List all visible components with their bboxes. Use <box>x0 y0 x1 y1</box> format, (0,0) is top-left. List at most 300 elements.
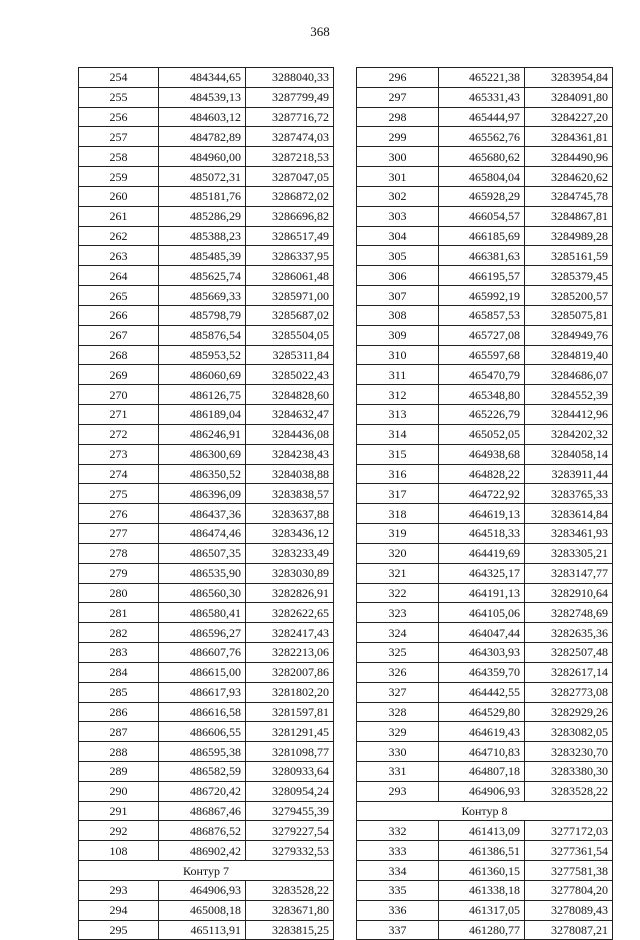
table-row <box>357 464 613 484</box>
table-row <box>79 385 334 405</box>
x-coordinate-cell: 461317,05 <box>439 900 525 920</box>
x-coordinate-cell: 486535,90 <box>159 563 246 583</box>
x-coordinate-cell: 464906,93 <box>159 880 246 900</box>
y-coordinate-cell: 3284686,07 <box>525 365 613 385</box>
point-number-cell: 314 <box>357 424 439 444</box>
point-number-cell: 265 <box>79 286 159 306</box>
y-coordinate-cell: 3284620,62 <box>525 167 613 187</box>
point-number-cell: 108 <box>79 841 159 861</box>
y-coordinate-cell: 3277361,54 <box>525 841 613 861</box>
point-number-cell: 279 <box>79 563 159 583</box>
table-row <box>79 662 334 682</box>
point-number-cell: 309 <box>357 325 439 345</box>
x-coordinate-cell: 461386,51 <box>439 841 525 861</box>
table-row <box>79 643 334 663</box>
point-number-cell: 293 <box>79 880 159 900</box>
point-number-cell: 264 <box>79 266 159 286</box>
y-coordinate-cell: 3283230,70 <box>525 742 613 762</box>
table-row <box>357 385 613 405</box>
table-row <box>357 543 613 563</box>
point-number-cell: 333 <box>357 841 439 861</box>
y-coordinate-cell: 3282007,86 <box>246 662 334 682</box>
x-coordinate-cell: 485485,39 <box>159 246 246 266</box>
x-coordinate-cell: 466185,69 <box>439 226 525 246</box>
x-coordinate-cell: 486902,42 <box>159 841 246 861</box>
point-number-cell: 267 <box>79 325 159 345</box>
x-coordinate-cell: 484782,89 <box>159 127 246 147</box>
table-row <box>357 583 613 603</box>
y-coordinate-cell: 3284632,47 <box>246 405 334 425</box>
x-coordinate-cell: 465470,79 <box>439 365 525 385</box>
table-row <box>357 107 613 127</box>
point-number-cell: 323 <box>357 603 439 623</box>
table-row <box>79 722 334 742</box>
x-coordinate-cell: 485181,76 <box>159 186 246 206</box>
point-number-cell: 266 <box>79 305 159 325</box>
x-coordinate-cell: 465348,80 <box>439 385 525 405</box>
table-row <box>357 246 613 266</box>
y-coordinate-cell: 3279227,54 <box>246 821 334 841</box>
table-row <box>79 841 334 861</box>
x-coordinate-cell: 484603,12 <box>159 107 246 127</box>
table-row <box>79 821 334 841</box>
y-coordinate-cell: 3283380,30 <box>525 761 613 781</box>
y-coordinate-cell: 3287799,49 <box>246 87 334 107</box>
table-row <box>357 761 613 781</box>
table-row <box>357 821 613 841</box>
x-coordinate-cell: 486720,42 <box>159 781 246 801</box>
y-coordinate-cell: 3277172,03 <box>525 821 613 841</box>
point-number-cell: 317 <box>357 484 439 504</box>
y-coordinate-cell: 3278089,43 <box>525 900 613 920</box>
y-coordinate-cell: 3284552,39 <box>525 385 613 405</box>
table-row <box>357 841 613 861</box>
y-coordinate-cell: 3283765,33 <box>525 484 613 504</box>
point-number-cell: 306 <box>357 266 439 286</box>
point-number-cell: 336 <box>357 900 439 920</box>
y-coordinate-cell: 3279332,53 <box>246 841 334 861</box>
x-coordinate-cell: 466054,57 <box>439 206 525 226</box>
y-coordinate-cell: 3284202,32 <box>525 424 613 444</box>
table-row <box>357 722 613 742</box>
point-number-cell: 270 <box>79 385 159 405</box>
x-coordinate-cell: 486616,58 <box>159 702 246 722</box>
table-row <box>357 702 613 722</box>
point-number-cell: 256 <box>79 107 159 127</box>
point-number-cell: 299 <box>357 127 439 147</box>
x-coordinate-cell: 461413,09 <box>439 821 525 841</box>
y-coordinate-cell: 3281098,77 <box>246 742 334 762</box>
page-number: 368 <box>310 24 330 39</box>
point-number-cell: 262 <box>79 226 159 246</box>
table-row <box>79 464 334 484</box>
table-row <box>357 87 613 107</box>
y-coordinate-cell: 3286337,95 <box>246 246 334 266</box>
table-row <box>79 345 334 365</box>
point-number-cell: 271 <box>79 405 159 425</box>
y-coordinate-cell: 3284436,08 <box>246 424 334 444</box>
y-coordinate-cell: 3284038,88 <box>246 464 334 484</box>
y-coordinate-cell: 3283147,77 <box>525 563 613 583</box>
point-number-cell: 337 <box>357 920 439 940</box>
point-number-cell: 286 <box>79 702 159 722</box>
x-coordinate-cell: 464191,13 <box>439 583 525 603</box>
y-coordinate-cell: 3284227,20 <box>525 107 613 127</box>
x-coordinate-cell: 464529,80 <box>439 702 525 722</box>
y-coordinate-cell: 3284238,43 <box>246 444 334 464</box>
x-coordinate-cell: 464710,83 <box>439 742 525 762</box>
y-coordinate-cell: 3285311,84 <box>246 345 334 365</box>
y-coordinate-cell: 3282507,48 <box>525 643 613 663</box>
y-coordinate-cell: 3284091,80 <box>525 87 613 107</box>
y-coordinate-cell: 3285200,57 <box>525 286 613 306</box>
table-row <box>357 643 613 663</box>
x-coordinate-cell: 485798,79 <box>159 305 246 325</box>
y-coordinate-cell: 3285971,00 <box>246 286 334 306</box>
y-coordinate-cell: 3287474,03 <box>246 127 334 147</box>
point-number-cell: 276 <box>79 504 159 524</box>
y-coordinate-cell: 3287218,53 <box>246 147 334 167</box>
x-coordinate-cell: 486437,36 <box>159 504 246 524</box>
y-coordinate-cell: 3284412,96 <box>525 405 613 425</box>
table-row <box>357 286 613 306</box>
x-coordinate-cell: 466195,57 <box>439 266 525 286</box>
y-coordinate-cell: 3284949,76 <box>525 325 613 345</box>
x-coordinate-cell: 486580,41 <box>159 603 246 623</box>
x-coordinate-cell: 486582,59 <box>159 761 246 781</box>
x-coordinate-cell: 485388,23 <box>159 226 246 246</box>
point-number-cell: 291 <box>79 801 159 821</box>
table-row <box>79 444 334 464</box>
x-coordinate-cell: 486595,38 <box>159 742 246 762</box>
y-coordinate-cell: 3285379,45 <box>525 266 613 286</box>
table-row <box>79 266 334 286</box>
y-coordinate-cell: 3283082,05 <box>525 722 613 742</box>
x-coordinate-cell: 465444,97 <box>439 107 525 127</box>
x-coordinate-cell: 464619,13 <box>439 504 525 524</box>
x-coordinate-cell: 464303,93 <box>439 643 525 663</box>
y-coordinate-cell: 3283671,80 <box>246 900 334 920</box>
table-row <box>357 167 613 187</box>
x-coordinate-cell: 486474,46 <box>159 524 246 544</box>
x-coordinate-cell: 486396,09 <box>159 484 246 504</box>
table-row <box>79 405 334 425</box>
x-coordinate-cell: 464359,70 <box>439 662 525 682</box>
y-coordinate-cell: 3283528,22 <box>525 781 613 801</box>
y-coordinate-cell: 3288040,33 <box>246 68 334 88</box>
table-row <box>357 365 613 385</box>
point-number-cell: 302 <box>357 186 439 206</box>
point-number-cell: 259 <box>79 167 159 187</box>
x-coordinate-cell: 486350,52 <box>159 464 246 484</box>
y-coordinate-cell: 3282773,08 <box>525 682 613 702</box>
point-number-cell: 268 <box>79 345 159 365</box>
x-coordinate-cell: 465804,04 <box>439 167 525 187</box>
y-coordinate-cell: 3285075,81 <box>525 305 613 325</box>
table-row <box>357 524 613 544</box>
point-number-cell: 280 <box>79 583 159 603</box>
x-coordinate-cell: 464722,92 <box>439 484 525 504</box>
point-number-cell: 260 <box>79 186 159 206</box>
x-coordinate-cell: 464442,55 <box>439 682 525 702</box>
y-coordinate-cell: 3283030,89 <box>246 563 334 583</box>
x-coordinate-cell: 465928,29 <box>439 186 525 206</box>
table-row <box>357 266 613 286</box>
point-number-cell: 297 <box>357 87 439 107</box>
x-coordinate-cell: 461280,77 <box>439 920 525 940</box>
x-coordinate-cell: 486607,76 <box>159 643 246 663</box>
point-number-cell: 321 <box>357 563 439 583</box>
y-coordinate-cell: 3277581,38 <box>525 861 613 881</box>
x-coordinate-cell: 486507,35 <box>159 543 246 563</box>
x-coordinate-cell: 465727,08 <box>439 325 525 345</box>
y-coordinate-cell: 3282826,91 <box>246 583 334 603</box>
section-header-row <box>357 801 613 821</box>
y-coordinate-cell: 3282213,06 <box>246 643 334 663</box>
table-row <box>357 186 613 206</box>
table-row <box>79 127 334 147</box>
y-coordinate-cell: 3280933,64 <box>246 761 334 781</box>
point-number-cell: 282 <box>79 623 159 643</box>
table-row <box>357 305 613 325</box>
x-coordinate-cell: 465562,76 <box>439 127 525 147</box>
y-coordinate-cell: 3284828,60 <box>246 385 334 405</box>
x-coordinate-cell: 486867,46 <box>159 801 246 821</box>
table-row <box>357 781 613 801</box>
point-number-cell: 305 <box>357 246 439 266</box>
x-coordinate-cell: 461338,18 <box>439 880 525 900</box>
table-row <box>79 781 334 801</box>
y-coordinate-cell: 3287716,72 <box>246 107 334 127</box>
x-coordinate-cell: 464807,18 <box>439 761 525 781</box>
x-coordinate-cell: 485072,31 <box>159 167 246 187</box>
table-row <box>79 583 334 603</box>
x-coordinate-cell: 465008,18 <box>159 900 246 920</box>
table-row <box>79 543 334 563</box>
x-coordinate-cell: 461360,15 <box>439 861 525 881</box>
point-number-cell: 294 <box>79 900 159 920</box>
y-coordinate-cell: 3286061,48 <box>246 266 334 286</box>
x-coordinate-cell: 464419,69 <box>439 543 525 563</box>
point-number-cell: 287 <box>79 722 159 742</box>
x-coordinate-cell: 486126,75 <box>159 385 246 405</box>
x-coordinate-cell: 484344,65 <box>159 68 246 88</box>
point-number-cell: 310 <box>357 345 439 365</box>
point-number-cell: 285 <box>79 682 159 702</box>
table-row <box>357 603 613 623</box>
x-coordinate-cell: 486606,55 <box>159 722 246 742</box>
point-number-cell: 269 <box>79 365 159 385</box>
x-coordinate-cell: 464105,06 <box>439 603 525 623</box>
table-row <box>357 147 613 167</box>
table-row <box>357 662 613 682</box>
point-number-cell: 331 <box>357 761 439 781</box>
x-coordinate-cell: 464828,22 <box>439 464 525 484</box>
table-row <box>79 325 334 345</box>
table-row <box>79 761 334 781</box>
x-coordinate-cell: 465113,91 <box>159 920 246 940</box>
section-header-row <box>79 861 334 881</box>
table-row <box>357 206 613 226</box>
table-row <box>79 623 334 643</box>
point-number-cell: 332 <box>357 821 439 841</box>
y-coordinate-cell: 3282622,65 <box>246 603 334 623</box>
point-number-cell: 298 <box>357 107 439 127</box>
table-row <box>357 345 613 365</box>
point-number-cell: 290 <box>79 781 159 801</box>
y-coordinate-cell: 3282910,64 <box>525 583 613 603</box>
table-row <box>79 563 334 583</box>
table-row <box>357 68 613 88</box>
point-number-cell: 278 <box>79 543 159 563</box>
point-number-cell: 292 <box>79 821 159 841</box>
y-coordinate-cell: 3284745,78 <box>525 186 613 206</box>
point-number-cell: 296 <box>357 68 439 88</box>
table-row <box>357 405 613 425</box>
point-number-cell: 300 <box>357 147 439 167</box>
point-number-cell: 283 <box>79 643 159 663</box>
point-number-cell: 316 <box>357 464 439 484</box>
point-number-cell: 330 <box>357 742 439 762</box>
y-coordinate-cell: 3285022,43 <box>246 365 334 385</box>
x-coordinate-cell: 486060,69 <box>159 365 246 385</box>
point-number-cell: 293 <box>357 781 439 801</box>
table-row <box>79 68 334 88</box>
x-coordinate-cell: 484539,13 <box>159 87 246 107</box>
y-coordinate-cell: 3283637,88 <box>246 504 334 524</box>
y-coordinate-cell: 3286696,82 <box>246 206 334 226</box>
y-coordinate-cell: 3286872,02 <box>246 186 334 206</box>
y-coordinate-cell: 3279455,39 <box>246 801 334 821</box>
point-number-cell: 315 <box>357 444 439 464</box>
table-row <box>79 87 334 107</box>
table-row <box>357 623 613 643</box>
table-row <box>357 484 613 504</box>
table-row <box>357 742 613 762</box>
point-number-cell: 307 <box>357 286 439 306</box>
y-coordinate-cell: 3281597,81 <box>246 702 334 722</box>
table-row <box>79 742 334 762</box>
y-coordinate-cell: 3283305,21 <box>525 543 613 563</box>
y-coordinate-cell: 3282617,14 <box>525 662 613 682</box>
x-coordinate-cell: 465331,43 <box>439 87 525 107</box>
x-coordinate-cell: 465857,53 <box>439 305 525 325</box>
y-coordinate-cell: 3284490,96 <box>525 147 613 167</box>
table-row <box>79 424 334 444</box>
table-row <box>79 801 334 821</box>
coordinates-table-left <box>78 67 334 940</box>
table-row <box>79 365 334 385</box>
point-number-cell: 284 <box>79 662 159 682</box>
x-coordinate-cell: 464325,17 <box>439 563 525 583</box>
x-coordinate-cell: 486596,27 <box>159 623 246 643</box>
y-coordinate-cell: 3283233,49 <box>246 543 334 563</box>
point-number-cell: 334 <box>357 861 439 881</box>
table-row <box>357 900 613 920</box>
y-coordinate-cell: 3284058,14 <box>525 444 613 464</box>
x-coordinate-cell: 465680,62 <box>439 147 525 167</box>
table-row <box>79 226 334 246</box>
point-number-cell: 325 <box>357 643 439 663</box>
table-row <box>357 861 613 881</box>
table-row <box>79 186 334 206</box>
table-row <box>357 444 613 464</box>
x-coordinate-cell: 464906,93 <box>439 781 525 801</box>
point-number-cell: 272 <box>79 424 159 444</box>
table-row <box>79 305 334 325</box>
x-coordinate-cell: 465221,38 <box>439 68 525 88</box>
table-row <box>79 524 334 544</box>
y-coordinate-cell: 3283436,12 <box>246 524 334 544</box>
table-row <box>79 167 334 187</box>
point-number-cell: 289 <box>79 761 159 781</box>
point-number-cell: 303 <box>357 206 439 226</box>
point-number-cell: 295 <box>79 920 159 940</box>
table-row <box>357 325 613 345</box>
y-coordinate-cell: 3277804,20 <box>525 880 613 900</box>
coordinates-table-right <box>356 67 613 940</box>
point-number-cell: 254 <box>79 68 159 88</box>
y-coordinate-cell: 3284819,40 <box>525 345 613 365</box>
y-coordinate-cell: 3280954,24 <box>246 781 334 801</box>
point-number-cell: 312 <box>357 385 439 405</box>
x-coordinate-cell: 485286,29 <box>159 206 246 226</box>
table-row <box>79 107 334 127</box>
y-coordinate-cell: 3282748,69 <box>525 603 613 623</box>
point-number-cell: 318 <box>357 504 439 524</box>
point-number-cell: 261 <box>79 206 159 226</box>
y-coordinate-cell: 3281802,20 <box>246 682 334 702</box>
point-number-cell: 301 <box>357 167 439 187</box>
y-coordinate-cell: 3285504,05 <box>246 325 334 345</box>
x-coordinate-cell: 486560,30 <box>159 583 246 603</box>
x-coordinate-cell: 486615,00 <box>159 662 246 682</box>
y-coordinate-cell: 3284361,81 <box>525 127 613 147</box>
point-number-cell: 328 <box>357 702 439 722</box>
point-number-cell: 327 <box>357 682 439 702</box>
table-row <box>79 920 334 940</box>
table-row <box>79 147 334 167</box>
point-number-cell: 335 <box>357 880 439 900</box>
point-number-cell: 319 <box>357 524 439 544</box>
x-coordinate-cell: 485876,54 <box>159 325 246 345</box>
x-coordinate-cell: 464047,44 <box>439 623 525 643</box>
table-row <box>357 424 613 444</box>
y-coordinate-cell: 3282929,26 <box>525 702 613 722</box>
y-coordinate-cell: 3283838,57 <box>246 484 334 504</box>
point-number-cell: 263 <box>79 246 159 266</box>
x-coordinate-cell: 465052,05 <box>439 424 525 444</box>
table-row <box>357 682 613 702</box>
point-number-cell: 273 <box>79 444 159 464</box>
table-row <box>79 702 334 722</box>
point-number-cell: 308 <box>357 305 439 325</box>
point-number-cell: 275 <box>79 484 159 504</box>
point-number-cell: 257 <box>79 127 159 147</box>
x-coordinate-cell: 486876,52 <box>159 821 246 841</box>
x-coordinate-cell: 465992,19 <box>439 286 525 306</box>
table-row <box>79 504 334 524</box>
x-coordinate-cell: 484960,00 <box>159 147 246 167</box>
y-coordinate-cell: 3281291,45 <box>246 722 334 742</box>
table-row <box>79 484 334 504</box>
table-row <box>357 127 613 147</box>
table-row <box>79 286 334 306</box>
table-row <box>79 880 334 900</box>
x-coordinate-cell: 486189,04 <box>159 405 246 425</box>
x-coordinate-cell: 485953,52 <box>159 345 246 365</box>
point-number-cell: 258 <box>79 147 159 167</box>
